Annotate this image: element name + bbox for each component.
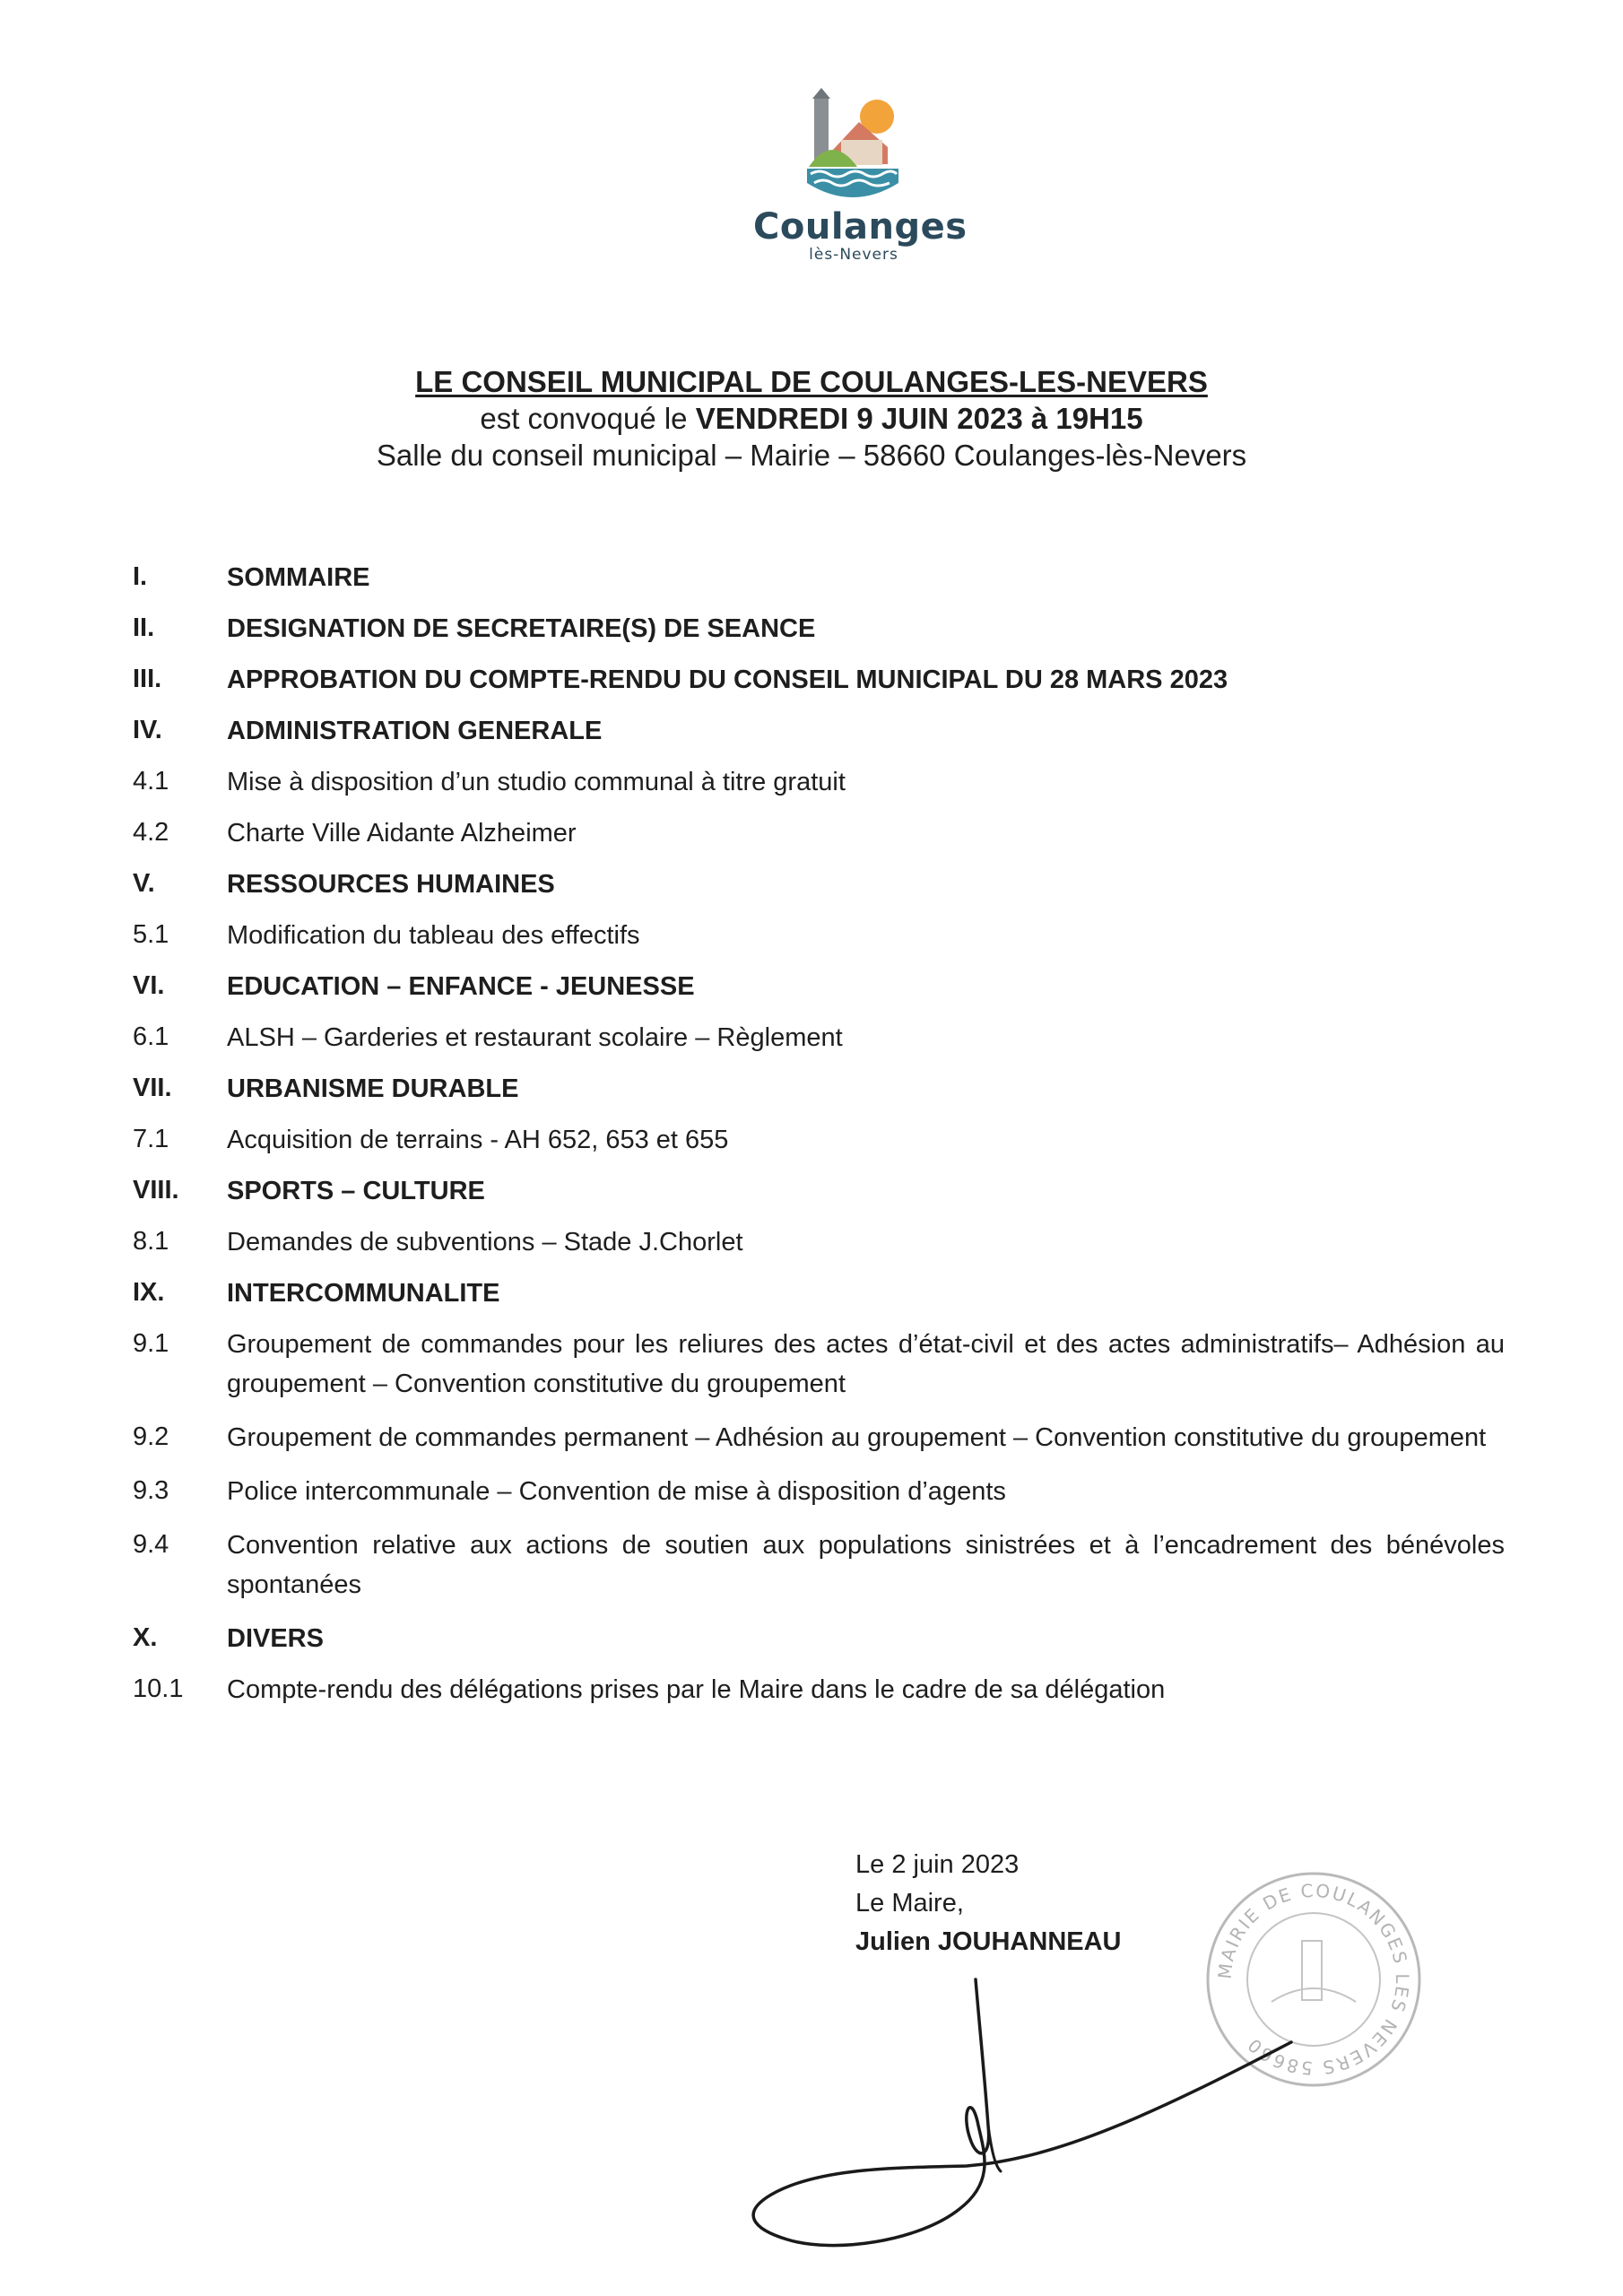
signature-role: Le Maire, <box>855 1889 964 1918</box>
signature-block <box>855 1846 1122 1961</box>
agenda-text: Convention relative aux actions de soutien aux populations sinistrées et à l’encadrement des bénévoles spontanées <box>227 1531 1505 1599</box>
agenda-item <box>133 1274 1505 1313</box>
agenda-item <box>133 711 1505 751</box>
agenda-number: 8.1 <box>133 1227 169 1256</box>
handwritten-signature <box>735 1969 1309 2269</box>
agenda-number: V. <box>133 869 155 898</box>
agenda-number: VIII. <box>133 1176 179 1205</box>
agenda-number: 5.1 <box>133 920 169 949</box>
agenda-number: 10.1 <box>133 1674 184 1703</box>
agenda-number: I. <box>133 562 148 591</box>
agenda-number: 7.1 <box>133 1125 169 1153</box>
agenda-text: Charte Ville Aidante Alzheimer <box>227 819 577 848</box>
agenda-item <box>133 916 1505 955</box>
agenda-item <box>133 1526 1505 1605</box>
agenda-text: Compte-rendu des délégations prises par le Maire dans le cadre de sa délégation <box>227 1675 1166 1704</box>
convocation-date: VENDREDI 9 JUIN 2023 à 19H15 <box>695 402 1143 435</box>
agenda-text: Modification du tableau des effectifs <box>227 921 640 950</box>
agenda-number: III. <box>133 665 162 693</box>
agenda-list <box>133 558 1505 1709</box>
agenda-number: 4.1 <box>133 767 169 796</box>
agenda-text: DESIGNATION DE SECRETAIRE(S) DE SEANCE <box>227 614 816 643</box>
agenda-number: VI. <box>133 971 165 1000</box>
agenda-number: II. <box>133 613 155 642</box>
mayor-name: Julien JOUHANNEAU <box>855 1927 1122 1956</box>
logo-subtitle: lès-Nevers <box>809 246 898 264</box>
agenda-item <box>133 1120 1505 1160</box>
agenda-number: X. <box>133 1623 158 1652</box>
agenda-text: Demandes de subventions – Stade J.Chorlet <box>227 1228 743 1257</box>
agenda-item <box>133 1018 1505 1057</box>
agenda-item <box>133 1171 1505 1211</box>
agenda-item <box>133 1670 1505 1709</box>
agenda-item <box>133 558 1505 597</box>
agenda-text: ALSH – Garderies et restaurant scolaire – Règlement <box>227 1023 843 1052</box>
agenda-text: Acquisition de terrains - AH 652, 653 et 655 <box>227 1126 729 1154</box>
town-emblem-icon <box>805 88 904 209</box>
agenda-text: EDUCATION – ENFANCE - JEUNESSE <box>227 972 695 1001</box>
agenda-text: URBANISME DURABLE <box>227 1074 519 1103</box>
logo-name: Coulanges <box>753 206 968 248</box>
agenda-text: RESSOURCES HUMAINES <box>227 870 555 899</box>
agenda-number: 9.2 <box>133 1422 169 1451</box>
agenda-number: IX. <box>133 1278 165 1307</box>
agenda-item <box>133 967 1505 1006</box>
agenda-text: Police intercommunale – Convention de mise à disposition d’agents <box>227 1477 1006 1506</box>
meeting-location: Salle du conseil municipal – Mairie – 58660 Coulanges-lès-Nevers <box>376 439 1247 472</box>
agenda-item <box>133 762 1505 802</box>
agenda-text: SOMMAIRE <box>227 563 370 592</box>
agenda-text: SPORTS – CULTURE <box>227 1177 485 1205</box>
agenda-number: 9.3 <box>133 1476 169 1505</box>
agenda-number: IV. <box>133 716 162 744</box>
agenda-number: VII. <box>133 1074 172 1102</box>
agenda-text: APPROBATION DU COMPTE-RENDU DU CONSEIL MUNICIPAL DU 28 MARS 2023 <box>227 665 1228 694</box>
agenda-item <box>133 1222 1505 1262</box>
agenda-item <box>133 1472 1505 1511</box>
signature-scribble-icon <box>735 1969 1309 2265</box>
convocation-line <box>0 400 1623 437</box>
agenda-text: Groupement de commandes permanent – Adhésion au groupement – Convention constitutive du groupement <box>227 1423 1487 1452</box>
document-header <box>0 363 1623 474</box>
agenda-number: 9.4 <box>133 1530 169 1559</box>
agenda-item <box>133 609 1505 648</box>
agenda-text: INTERCOMMUNALITE <box>227 1279 500 1308</box>
agenda-item <box>133 1069 1505 1109</box>
signature-date: Le 2 juin 2023 <box>855 1850 1020 1879</box>
svg-text:MAIRIE DE COULANGES LES NEVERS: MAIRIE DE COULANGES LES NEVERS 58660 <box>1213 1879 1414 2080</box>
agenda-number: 9.1 <box>133 1329 169 1358</box>
agenda-text: Groupement de commandes pour les reliures des actes d’état-civil et des actes administratifs– Adhésion au groupement – Convention constitutive du groupement <box>227 1330 1505 1398</box>
agenda-text: ADMINISTRATION GENERALE <box>227 717 603 745</box>
agenda-item <box>133 1418 1505 1457</box>
council-title: LE CONSEIL MUNICIPAL DE COULANGES-LES-NEVERS <box>415 365 1208 398</box>
agenda-item <box>133 865 1505 904</box>
agenda-item <box>133 813 1505 853</box>
agenda-item <box>133 660 1505 700</box>
agenda-text: Mise à disposition d’un studio communal à titre gratuit <box>227 768 846 796</box>
agenda-number: 4.2 <box>133 818 169 847</box>
agenda-text: DIVERS <box>227 1624 324 1653</box>
agenda-item <box>133 1619 1505 1658</box>
convocation-prefix: est convoqué le <box>480 402 696 435</box>
agenda-number: 6.1 <box>133 1022 169 1051</box>
coulanges-logo <box>753 88 968 267</box>
agenda-item <box>133 1325 1505 1404</box>
